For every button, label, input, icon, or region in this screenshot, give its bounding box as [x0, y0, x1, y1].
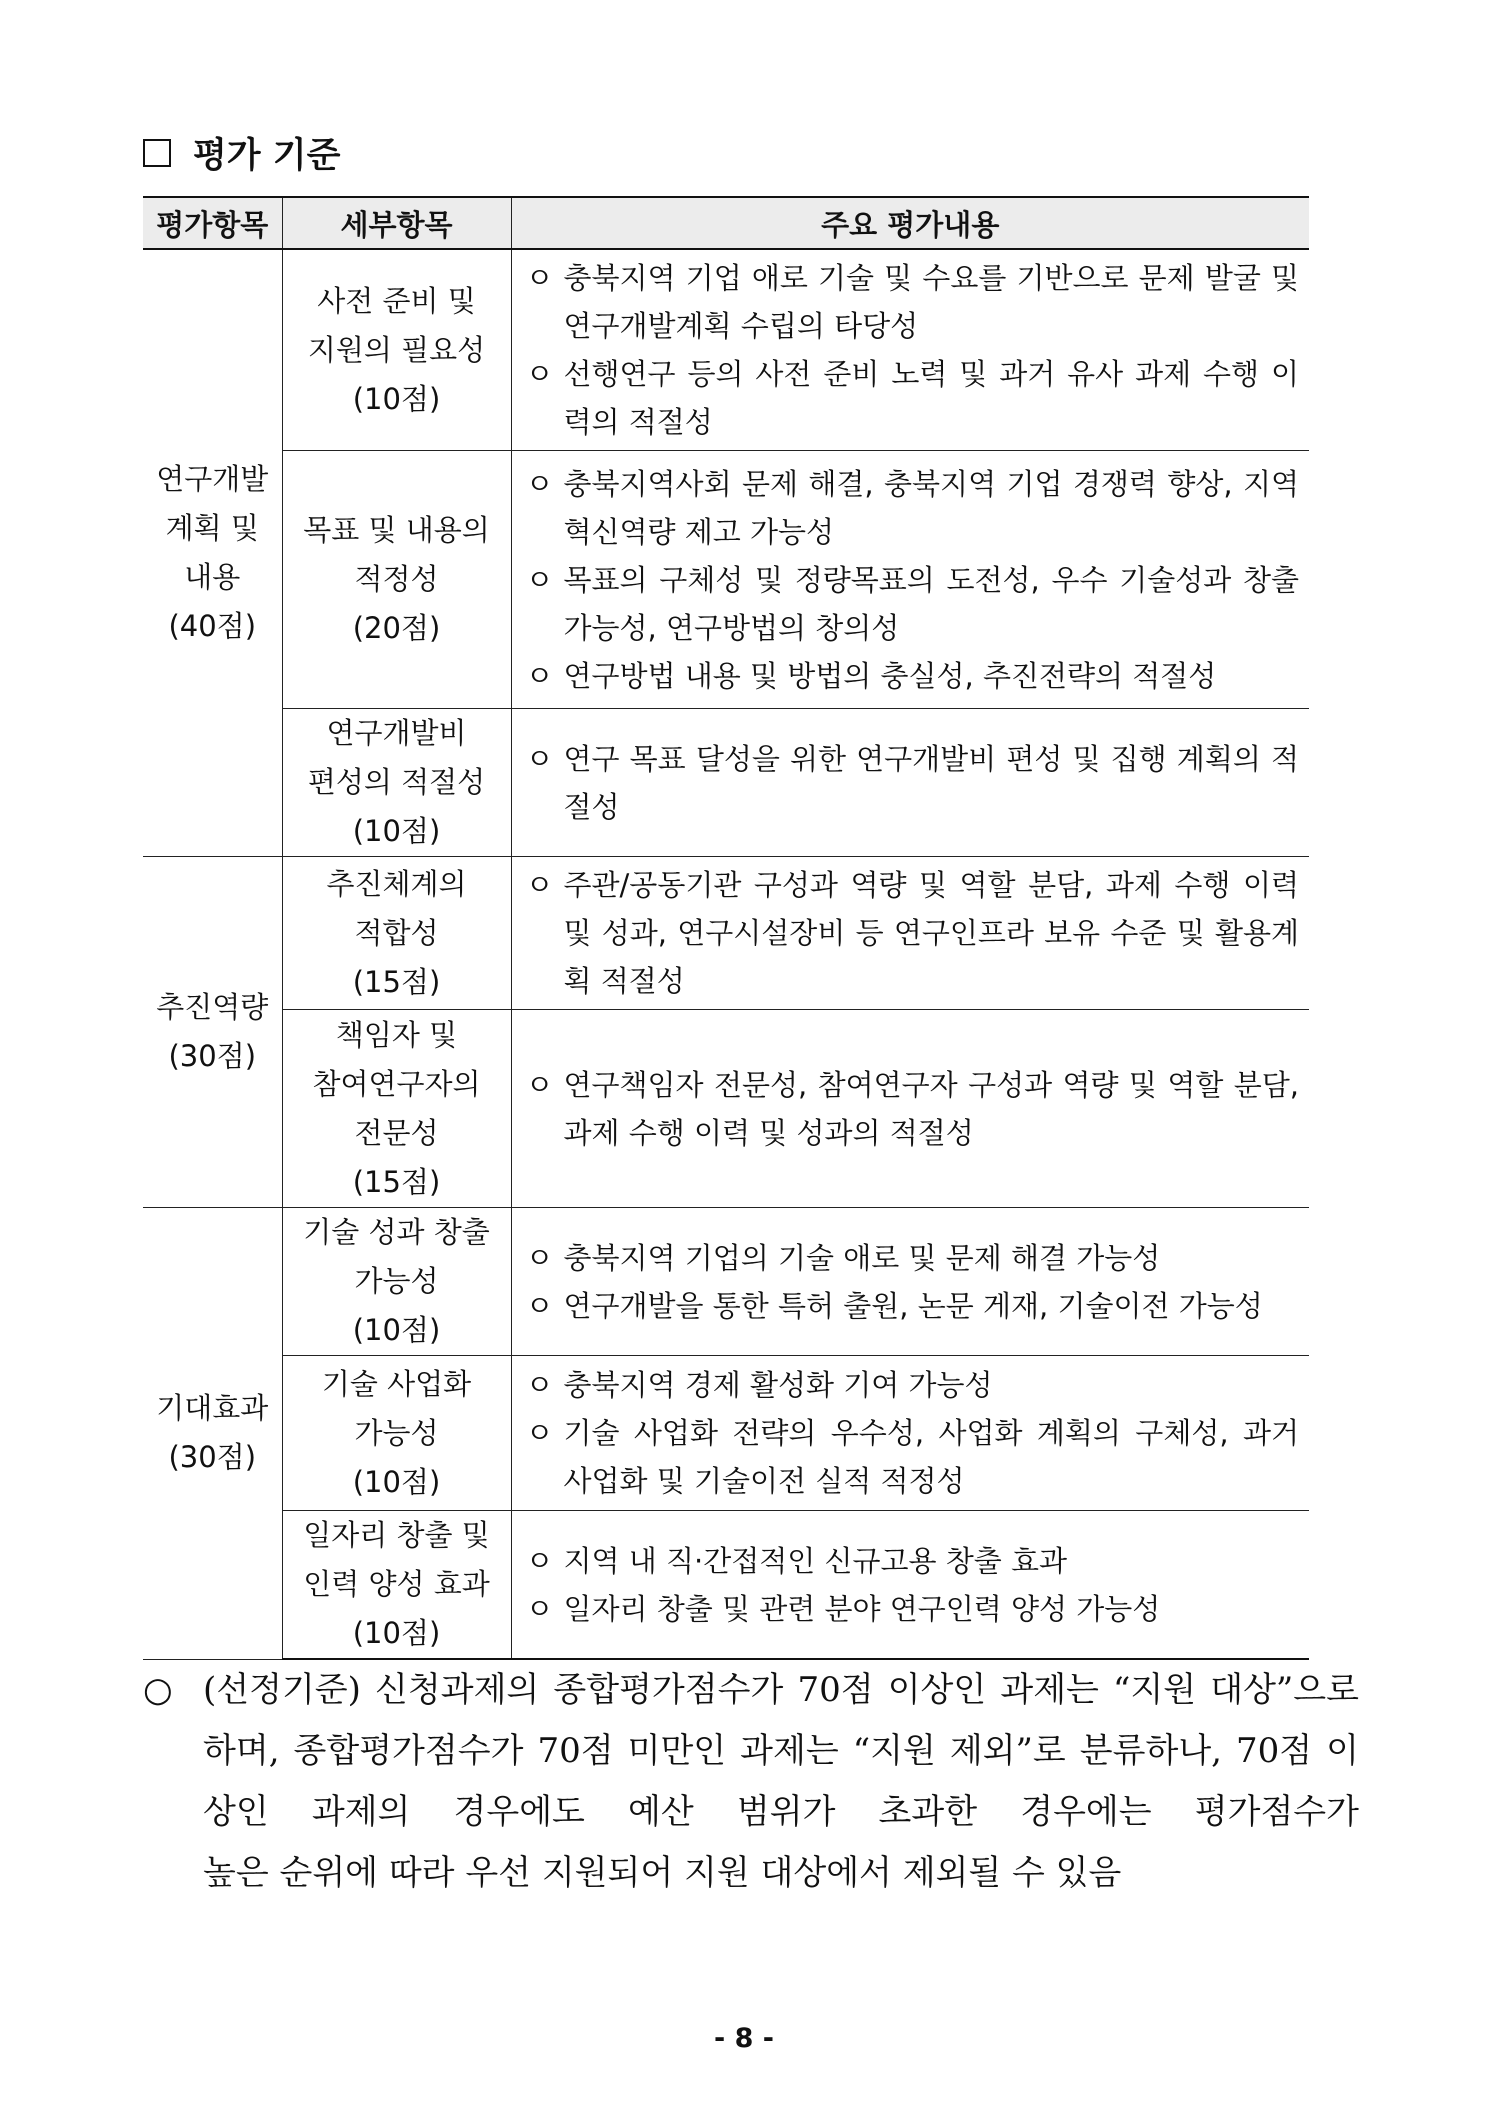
content-cell: [511, 249, 1309, 451]
item-text: 목표의 구체성 및 정량목표의 도전성, 우수 기술성과 창출 가능성, 연구방법의 창의성: [563, 562, 1299, 645]
evaluation-item: [526, 1537, 1300, 1585]
section-title-text: 평가 기준: [193, 136, 341, 176]
page-number: - 8 -: [714, 2023, 774, 2054]
item-text: 연구개발을 통한 특허 출원, 논문 게재, 기술이전 가능성: [563, 1288, 1263, 1323]
content-cell: [511, 1010, 1309, 1208]
evaluation-criteria-table: [143, 196, 1309, 1660]
item-text: 지역 내 직·간접적인 신규고용 창출 효과: [563, 1543, 1068, 1578]
table-row: [143, 857, 1309, 1010]
evaluation-item: [526, 1585, 1300, 1633]
item-bullet: ㅇ: [525, 562, 554, 597]
item-bullet: ㅇ: [525, 357, 554, 391]
note-bullet: ○: [143, 1670, 173, 1710]
item-bullet: ㅇ: [525, 1240, 554, 1275]
item-bullet: ㅇ: [525, 466, 554, 501]
item-bullet: ㅇ: [525, 1067, 554, 1102]
subcategory-cell: 기술 성과 창출 가능성 (10점): [282, 1208, 511, 1356]
category-cell: 연구개발 계획 및 내용 (40점): [143, 249, 282, 857]
table-header-row: [143, 197, 1309, 249]
item-text: 연구방법 내용 및 방법의 충실성, 추진전략의 적절성: [563, 658, 1217, 693]
evaluation-item: [526, 1234, 1300, 1282]
table-body: [143, 249, 1309, 1659]
header-subcategory: 세부항목: [282, 197, 511, 249]
item-bullet: ㅇ: [525, 1288, 554, 1323]
evaluation-item: [526, 460, 1300, 556]
subcategory-cell: 추진체계의 적합성 (15점): [282, 857, 511, 1010]
content-cell: [511, 1208, 1309, 1356]
content-cell: [511, 1511, 1309, 1660]
evaluation-item: [526, 652, 1300, 700]
table-row: [143, 1356, 1309, 1511]
note-text-body: (선정기준) 신청과제의 종합평가점수가 70점 이상인 과제는 “지원 대상”으로 하며, 종합평가점수가 70점 미만인 과제는 “지원 제외”로 분류하나, 70점 이상인 과제의 경우에도 예산 범위가 초과한 경우에는 평가점수가: [203, 1670, 1359, 1832]
content-cell: [511, 451, 1309, 709]
table-row: [143, 1208, 1309, 1356]
category-cell: 기대효과 (30점): [143, 1208, 282, 1660]
item-bullet: ㅇ: [525, 1591, 554, 1626]
subcategory-cell: 사전 준비 및 지원의 필요성 (10점): [282, 249, 511, 451]
subcategory-cell: 기술 사업화 가능성 (10점): [282, 1356, 511, 1511]
table-row: [143, 249, 1309, 451]
evaluation-item: [526, 350, 1300, 446]
item-text: 충북지역 경제 활성화 기여 가능성: [563, 1368, 993, 1402]
checkbox-square-icon: [143, 139, 171, 167]
table-row: [143, 1511, 1309, 1660]
header-content: 주요 평가내용: [511, 197, 1309, 249]
item-bullet: ㅇ: [525, 261, 554, 295]
subcategory-cell: 목표 및 내용의 적정성 (20점): [282, 451, 511, 709]
subcategory-cell: 일자리 창출 및 인력 양성 효과 (10점): [282, 1511, 511, 1660]
content-cell: [511, 857, 1309, 1010]
item-text: 연구 목표 달성을 위한 연구개발비 편성 및 집행 계획의 적절성: [563, 741, 1299, 824]
table-row: [143, 1010, 1309, 1208]
evaluation-item: [526, 254, 1300, 350]
evaluation-item: [526, 735, 1300, 831]
section-title: [143, 128, 340, 178]
item-text: 선행연구 등의 사전 준비 노력 및 과거 유사 과제 수행 이력의 적절성: [563, 357, 1299, 439]
evaluation-item: [526, 556, 1300, 652]
table-row: [143, 451, 1309, 709]
evaluation-item: [526, 1361, 1300, 1409]
content-cell: [511, 1356, 1309, 1511]
selection-criteria-note: [143, 1660, 1359, 1904]
evaluation-item: [526, 861, 1300, 1005]
header-category: 평가항목: [143, 197, 282, 249]
evaluation-item: [526, 1282, 1300, 1330]
item-text: 충북지역 기업 애로 기술 및 수요를 기반으로 문제 발굴 및 연구개발계획 수립의 타당성: [563, 261, 1299, 343]
item-bullet: ㅇ: [525, 1368, 554, 1402]
item-text: 충북지역 기업의 기술 애로 및 문제 해결 가능성: [563, 1240, 1161, 1275]
evaluation-item: [526, 1061, 1300, 1157]
content-cell: [511, 709, 1309, 857]
item-text: 연구책임자 전문성, 참여연구자 구성과 역량 및 역할 분담, 과제 수행 이력 및 성과의 적절성: [563, 1067, 1299, 1150]
item-text: 일자리 창출 및 관련 분야 연구인력 양성 가능성: [563, 1591, 1161, 1626]
item-text: 충북지역사회 문제 해결, 충북지역 기업 경쟁력 향상, 지역 혁신역량 제고 가능성: [563, 466, 1299, 549]
subcategory-cell: 연구개발비 편성의 적절성 (10점): [282, 709, 511, 857]
category-cell: 추진역량 (30점): [143, 857, 282, 1208]
item-bullet: ㅇ: [525, 868, 554, 902]
item-bullet: ㅇ: [525, 1543, 554, 1578]
item-bullet: ㅇ: [525, 1416, 554, 1450]
table-row: [143, 709, 1309, 857]
item-bullet: ㅇ: [525, 741, 554, 776]
evaluation-item: [526, 1409, 1300, 1505]
note-text-last-line: 높은 순위에 따라 우선 지원되어 지원 대상에서 제외될 수 있음: [203, 1853, 1122, 1893]
subcategory-cell: 책임자 및 참여연구자의 전문성 (15점): [282, 1010, 511, 1208]
item-bullet: ㅇ: [525, 658, 554, 693]
item-text: 주관/공동기관 구성과 역량 및 역할 분담, 과제 수행 이력 및 성과, 연구시설장비 등 연구인프라 보유 수준 및 활용계획 적절성: [563, 868, 1299, 998]
note-text: [203, 1660, 1359, 1904]
item-text: 기술 사업화 전략의 우수성, 사업화 계획의 구체성, 과거 사업화 및 기술이전 실적 적정성: [563, 1416, 1299, 1498]
